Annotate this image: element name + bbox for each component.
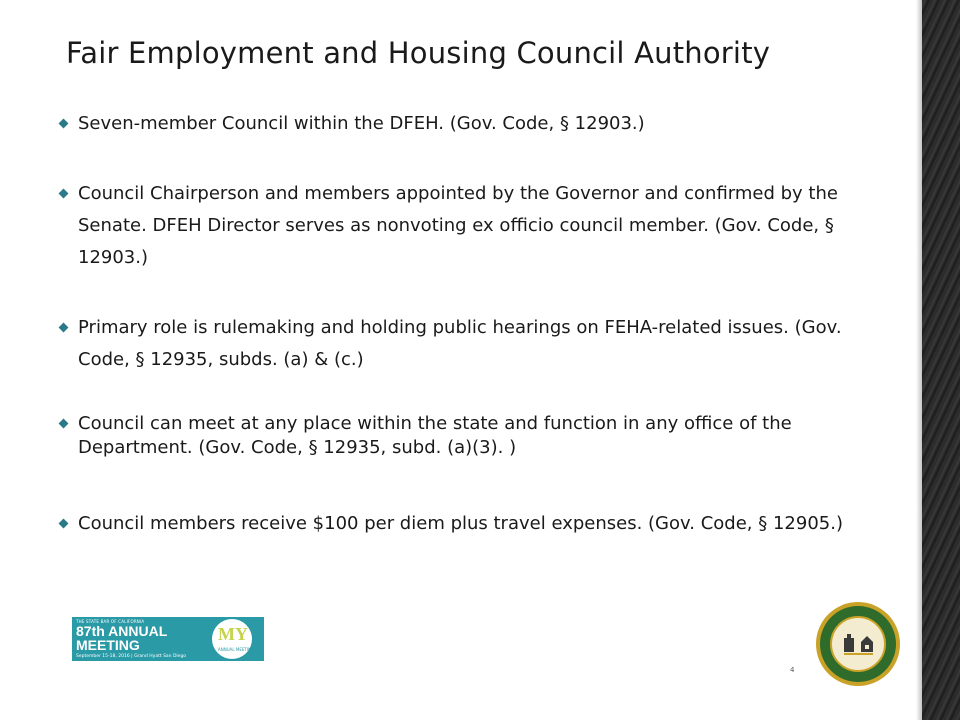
decorative-edge-shadow [916, 0, 922, 720]
logo-org-text: THE STATE BAR OF CALIFORNIA [76, 619, 145, 624]
bullet-diamond-icon [59, 323, 69, 333]
bullet-diamond-icon [59, 119, 69, 129]
bullet-diamond-icon [59, 189, 69, 199]
logo-title [76, 624, 167, 652]
slide-title: Fair Employment and Housing Council Authority [66, 36, 771, 70]
page-number: 4 [790, 666, 795, 674]
bullet-text: Seven-member Council within the DFEH. (Gov. Code, § 12903.) [78, 113, 645, 134]
annual-meeting-logo [72, 617, 264, 661]
dfeh-seal-icon [814, 600, 902, 688]
decorative-edge [922, 0, 960, 720]
bullet-text: Council can meet at any place within the state and function in any office of the Department. (Gov. Code, § 12935, subd. (a)(3). ) [78, 413, 792, 458]
bullet-diamond-icon [59, 419, 69, 429]
bullet-text: Council members receive $100 per diem plus travel expenses. (Gov. Code, § 12905.) [78, 513, 843, 534]
seal-inner-field [831, 617, 885, 671]
bullet-text: Council Chairperson and members appointed by the Governor and confirmed by the Senate. DFEH Director serves as nonvoting ex officio council member. (Gov. Code, § 12903.) [78, 183, 838, 268]
logo-title-line1: 87th ANNUAL [76, 623, 168, 639]
my-badge-text: MY [218, 624, 248, 644]
bullet-text: Primary role is rulemaking and holding public hearings on FEHA-related issues. (Gov. Code, § 12935, subds. (a) & (c.) [78, 317, 842, 370]
my-badge-icon [212, 619, 255, 659]
bullet-diamond-icon [59, 519, 69, 529]
logo-title-line2: MEETING [76, 637, 140, 653]
logo-date-text: September 15-18, 2016 | Grand Hyatt San Diego [76, 654, 187, 659]
my-badge-subtext: ANNUAL MEETING [218, 647, 255, 652]
